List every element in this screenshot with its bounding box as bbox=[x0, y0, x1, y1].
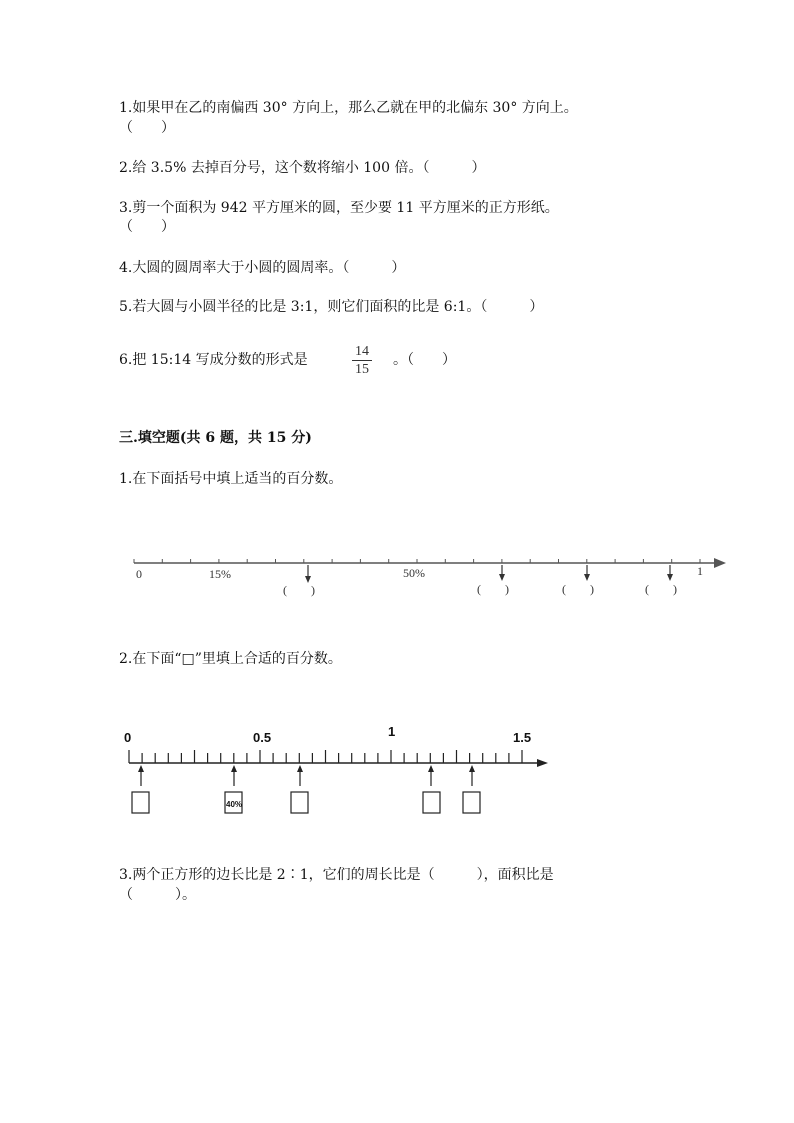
numberline-1-arrowhead bbox=[714, 558, 726, 568]
fill-q3-line1: 3.两个正方形的边长比是 2∶1，它们的周长比是（ ），面积比是 bbox=[119, 867, 554, 883]
numberline-1-arrow-c bbox=[584, 565, 590, 581]
judge-q1-blank[interactable]: （ ） bbox=[119, 120, 175, 136]
fill-q3-line2[interactable]: （ ）。 bbox=[119, 887, 196, 903]
judge-q1-line1: 1.如果甲在乙的南偏西 30° 方向上，那么乙就在甲的北偏东 30° 方向上。 bbox=[119, 100, 578, 116]
judge-q3-blank[interactable]: （ ） bbox=[119, 219, 175, 235]
numberline-1-blank-b[interactable]: ( ) bbox=[477, 582, 509, 596]
numberline-2-group bbox=[124, 724, 548, 813]
answer-box-d[interactable] bbox=[423, 792, 440, 813]
numberline-1-blank-a[interactable]: ( ) bbox=[283, 583, 315, 597]
numberline-1-arrow-a bbox=[305, 565, 311, 583]
answer-box-b-value: 40% bbox=[226, 800, 243, 809]
numberline-1-blank-d[interactable]: ( ) bbox=[645, 582, 677, 596]
answer-box-c[interactable] bbox=[291, 792, 308, 813]
numberline-2-label-0: 0 bbox=[124, 730, 132, 745]
judge-q6-suffix: 。（ ） bbox=[393, 352, 456, 368]
section-title: 三.填空题(共 6 题，共 15 分) bbox=[119, 430, 312, 446]
fill-q1: 1.在下面括号中填上适当的百分数。 bbox=[119, 471, 343, 487]
numberline-1-label-1: 1 bbox=[697, 564, 703, 578]
judge-q2: 2.给 3.5% 去掉百分号，这个数将缩小 100 倍。（ ） bbox=[119, 160, 486, 176]
judge-q3-line1: 3.剪一个面积为 942 平方厘米的圆，至少要 11 平方厘米的正方形纸。 bbox=[119, 200, 559, 216]
numberline-1-label-15: 15% bbox=[209, 567, 231, 581]
numberline-1-label-50: 50% bbox=[403, 566, 425, 580]
answer-box-a[interactable] bbox=[132, 792, 149, 813]
numberline-1-blank-c[interactable]: ( ) bbox=[562, 582, 594, 596]
numberline-2-arrow-d bbox=[428, 765, 434, 786]
numberline-1-label-0: 0 bbox=[136, 567, 142, 581]
numberline-2-arrow-c bbox=[297, 765, 303, 786]
fraction-numerator: 14 bbox=[355, 344, 369, 359]
fraction-denominator: 15 bbox=[355, 362, 369, 377]
answer-box-e[interactable] bbox=[463, 792, 480, 813]
judge-q5: 5.若大圆与小圆半径的比是 3:1，则它们面积的比是 6:1。（ ） bbox=[119, 299, 544, 315]
numberline-2-label-05: 0.5 bbox=[253, 730, 272, 745]
numberline-2-label-15: 1.5 bbox=[513, 730, 532, 745]
numberline-2-label-1: 1 bbox=[388, 724, 396, 739]
numberline-1-group bbox=[134, 558, 726, 597]
numberline-2-arrowhead bbox=[537, 759, 548, 767]
numberline-2-arrow-b bbox=[231, 765, 237, 786]
judge-q6-prefix: 6.把 15:14 写成分数的形式是 bbox=[119, 352, 308, 368]
fill-q2: 2.在下面“□”里填上合适的百分数。 bbox=[119, 651, 342, 667]
numberline-1-arrow-d bbox=[667, 565, 673, 581]
numberline-1-ticks bbox=[134, 559, 700, 563]
numberline-1-arrow-b bbox=[499, 565, 505, 581]
numberline-2-arrow-a bbox=[138, 765, 144, 786]
numberline-2-arrow-e bbox=[469, 765, 475, 786]
judge-q4: 4.大圆的圆周率大于小圆的圆周率。（ ） bbox=[119, 260, 406, 276]
numberline-2-ticks bbox=[129, 750, 522, 763]
